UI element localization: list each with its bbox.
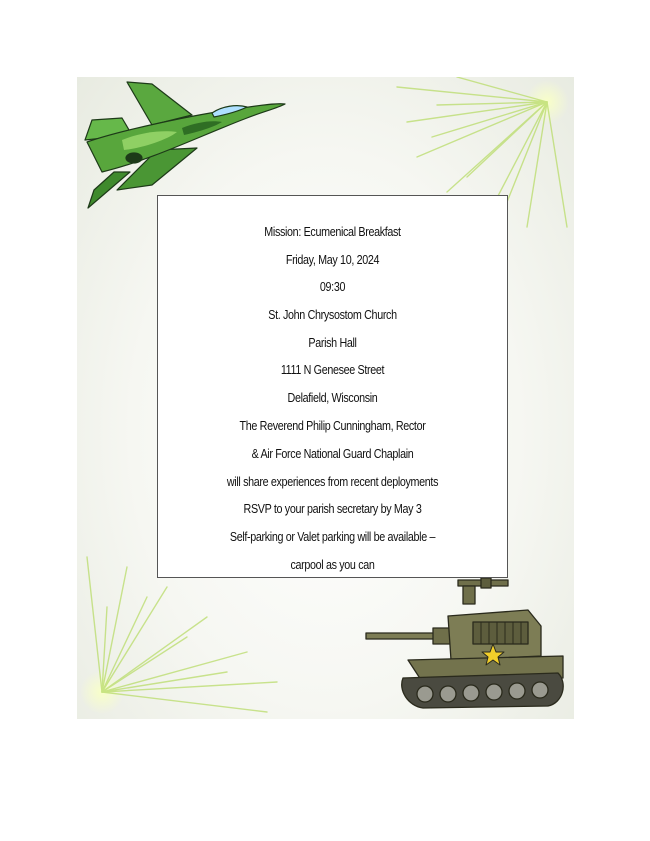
rsvp-note: RSVP to your parish secretary by May 3 xyxy=(243,502,422,516)
carpool-note: carpool as you can xyxy=(290,558,375,572)
parking-note: Self-parking or Valet parking will be available – xyxy=(229,530,436,544)
mission-title: Mission: Ecumenical Breakfast xyxy=(264,225,401,239)
speaker-role: & Air Force National Guard Chaplain xyxy=(251,447,414,461)
venue-city: Delafield, Wisconsin xyxy=(287,391,378,405)
venue-church: St. John Chrysostom Church xyxy=(268,308,397,322)
venue-hall: Parish Hall xyxy=(308,336,357,350)
event-date: Friday, May 10, 2024 xyxy=(285,253,380,267)
speaker-topic: will share experiences from recent deployments xyxy=(226,475,439,489)
invitation-card xyxy=(157,195,508,578)
venue-street: 1111 N Genesee Street xyxy=(280,363,385,377)
tank-icon xyxy=(363,578,568,713)
event-time: 09:30 xyxy=(319,280,346,294)
speaker-name: The Reverend Philip Cunningham, Rector xyxy=(239,419,426,433)
